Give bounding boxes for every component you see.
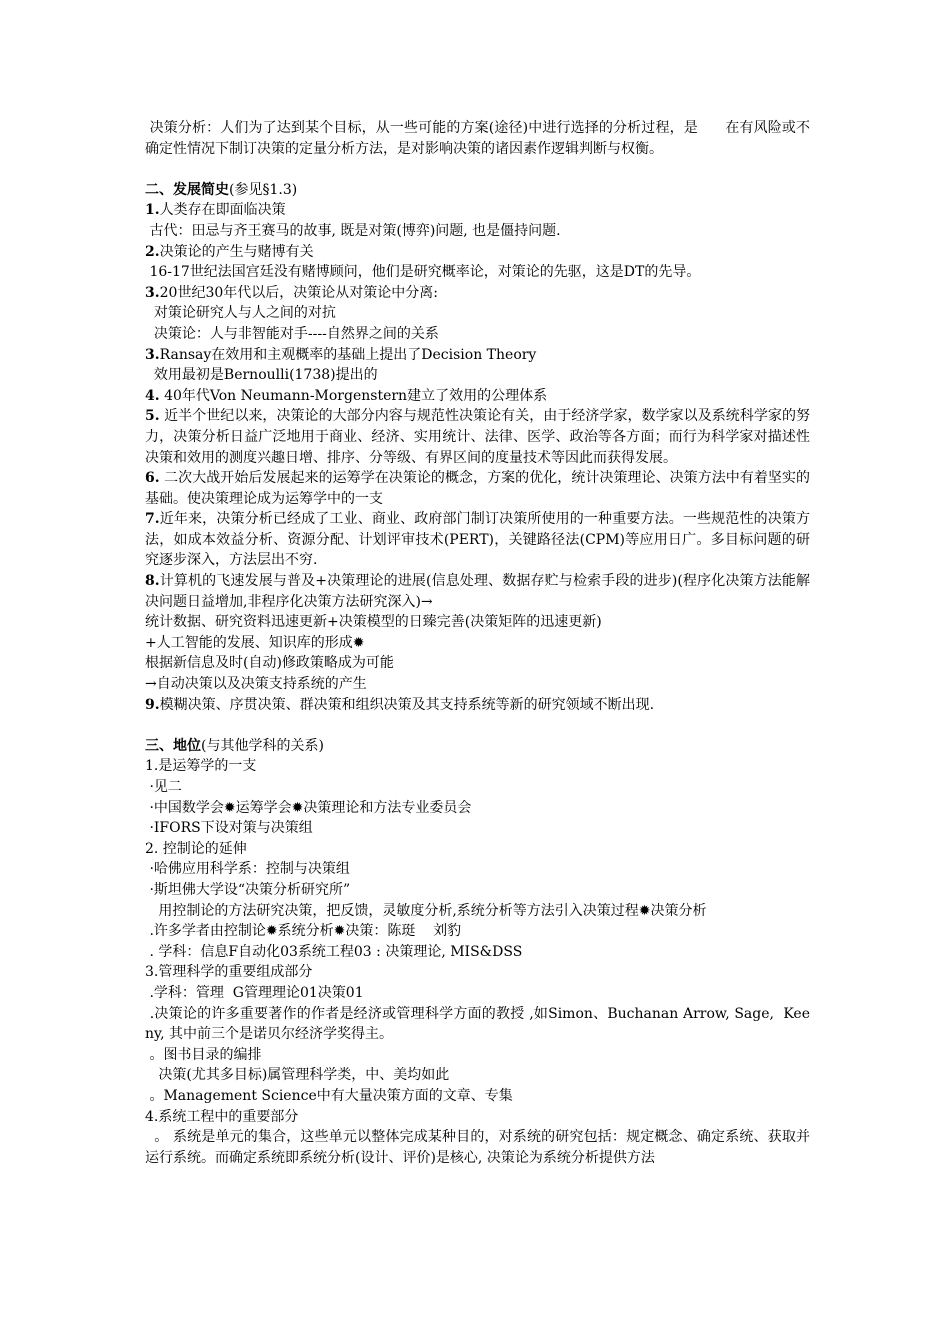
history-detail-line: 16-17世纪法国宫廷没有赌博顾问，他们是研究概率论，对策论的先驱，这是DT的先导。 [145, 264, 701, 281]
history-list [145, 200, 810, 715]
history-item-text: 近半个世纪以来，决策论的大部分内容与规范性决策论有关，由于经济学家，数学家以及系统科学家的努力，决策分析日益广泛地用于商业、经济、实用统计、法律、医学、政治等各方面；而行为科学家对描述性决策和效用的测度兴趣日增、排序、分等级、有界区间的度量技术等因此而获得发展。 [145, 408, 810, 466]
history-detail-line: +人工智能的发展、知识库的形成✹ [145, 634, 365, 651]
history-detail-line: 效用最初是Bernoulli(1738)提出的 [145, 367, 378, 384]
position-line: .许多学者由控制论✹系统分析✹决策：陈珽 刘豹 [145, 923, 462, 940]
position-line: 1.是运筹学的一支 [145, 758, 257, 775]
position-line: . 学科：信息F自动化03系统工程03 : 决策理论, MIS&DSS [145, 943, 523, 960]
spacer [145, 159, 810, 180]
position-line: 用控制论的方法研究决策，把反馈，灵敏度分析,系统分析等方法引入决策过程✹决策分析 [145, 902, 707, 919]
history-item-number: 7. [145, 511, 160, 528]
intro-paragraph: 决策分析：人们为了达到某个目标，从一些可能的方案(途径)中进行选择的分析过程，是 在有风险或不确定性情况下制订决策的定量分析方法，是对影响决策的诸因素作逻辑判断与权衡。 [145, 120, 811, 157]
history-item-text: 二次大战开始后发展起来的运筹学在决策论的概念，方案的优化，统计决策理论、决策方法中有着坚实的基础。使决策理论成为运筹学中的一支 [145, 470, 810, 507]
position-heading-title: 三、地位 [145, 737, 201, 754]
history-item-text: 40年代Von Neumann-Morgenstern建立了效用的公理体系 [159, 387, 548, 404]
position-line: .决策论的许多重要著作的作者是经济或管理科学方面的教授 ,如Simon、Buchanan Arrow, Sage, Keeny, 其中前三个是诺贝尔经济学奖得主。 [145, 1005, 810, 1043]
history-item [145, 242, 810, 263]
position-line: 4.系统工程中的重要部分 [145, 1108, 299, 1125]
history-item-number: 3. [145, 284, 160, 301]
position-line: .学科：管理 G管理理论01决策01 [145, 984, 364, 1001]
history-item [145, 571, 810, 612]
position-line: 决策(尤其多目标)属管理科学类，中、美均如此 [145, 1067, 450, 1084]
history-item-number: 9. [145, 696, 160, 713]
position-line: ·中国数学会✹运筹学会✹决策理论和方法专业委员会 [145, 799, 472, 816]
history-item-number: 2. [145, 243, 160, 260]
history-item-text: 决策论的产生与赌博有关 [159, 243, 314, 260]
position-line: 。 系统是单元的集合，这些单元以整体完成某种目的，对系统的研究包括：规定概念、确定系统、获取并运行系统。而确定系统即系统分析(设计、评价)是核心, 决策论为系统分析提供方法 [145, 1129, 810, 1166]
position-line: ·见二 [145, 779, 182, 795]
position-line: ·斯坦佛大学设“决策分析研究所” [145, 881, 351, 898]
history-item-text: 模糊决策、序贯决策、群决策和组织决策及其支持系统等新的研究领域不断出现. [159, 696, 655, 713]
document-page [145, 118, 810, 1168]
position-line: 。Management Science中有大量决策方面的文章、专集 [145, 1087, 513, 1104]
history-item-number: 3. [145, 346, 160, 363]
history-item-text: Ransay在效用和主观概率的基础上提出了Decision Theory [159, 346, 537, 363]
position-line: 2. 控制论的延伸 [145, 840, 247, 857]
history-item [145, 695, 810, 716]
position-list [145, 756, 810, 1168]
position-heading-subtitle: (与其他学科的关系) [201, 737, 324, 754]
history-detail-line: 统计数据、研究资料迅速更新+决策模型的日臻完善(决策矩阵的迅速更新) [145, 614, 602, 631]
history-item-number: 5. [145, 408, 160, 425]
history-item-text: 计算机的飞速发展与普及+决策理论的进展(信息处理、数据存贮与检索手段的进步)(程序化决策方法能解决问题日益增加,非程序化决策方法研究深入)→ [145, 573, 810, 610]
history-heading-title: 二、发展简史 [145, 181, 229, 198]
history-detail-line: 根据新信息及时(自动)修政策略成为可能 [145, 655, 394, 672]
history-item [145, 386, 810, 407]
history-item [145, 283, 810, 304]
history-item [145, 509, 810, 571]
history-item-text: 近年来，决策分析已经成了工业、商业、政府部门制订决策所使用的一种重要方法。一些规范性的决策方法，如成本效益分析、资源分配、计划评审技术(PERT)，关键路径法(CPM)等应用日广。多目标问题的研究逐步深入，方法层出不穷. [145, 511, 810, 569]
history-detail-line: →自动决策以及决策支持系统的产生 [145, 676, 367, 693]
history-detail-line: 决策论：人与非智能对手----自然界之间的关系 [145, 325, 439, 342]
position-line: 。图书目录的编排 [145, 1046, 262, 1063]
spacer [145, 715, 810, 736]
history-item [145, 200, 810, 221]
position-line: ·IFORS下设对策与决策组 [145, 820, 313, 837]
history-detail-line: 对策论研究人与人之间的对抗 [145, 305, 336, 322]
history-item-number: 4. [145, 387, 160, 404]
history-item [145, 468, 810, 509]
position-line: ·哈佛应用科学系：控制与决策组 [145, 861, 350, 878]
history-item [145, 345, 810, 366]
history-detail-line: 古代：田忌与齐王赛马的故事, 既是对策(博弈)问题, 也是僵持问题. [145, 222, 561, 239]
history-item-text: 人类存在即面临决策 [159, 202, 286, 219]
history-item-number: 1. [145, 202, 160, 219]
history-item-number: 6. [145, 470, 160, 487]
history-heading-ref: (参见§1.3) [229, 181, 298, 198]
history-item [145, 406, 810, 468]
position-heading [145, 736, 810, 757]
position-line: 3.管理科学的重要组成部分 [145, 964, 313, 981]
history-heading [145, 180, 810, 201]
history-item-number: 8. [145, 573, 160, 590]
history-item-text: 20世纪30年代以后，决策论从对策论中分离: [159, 284, 438, 301]
